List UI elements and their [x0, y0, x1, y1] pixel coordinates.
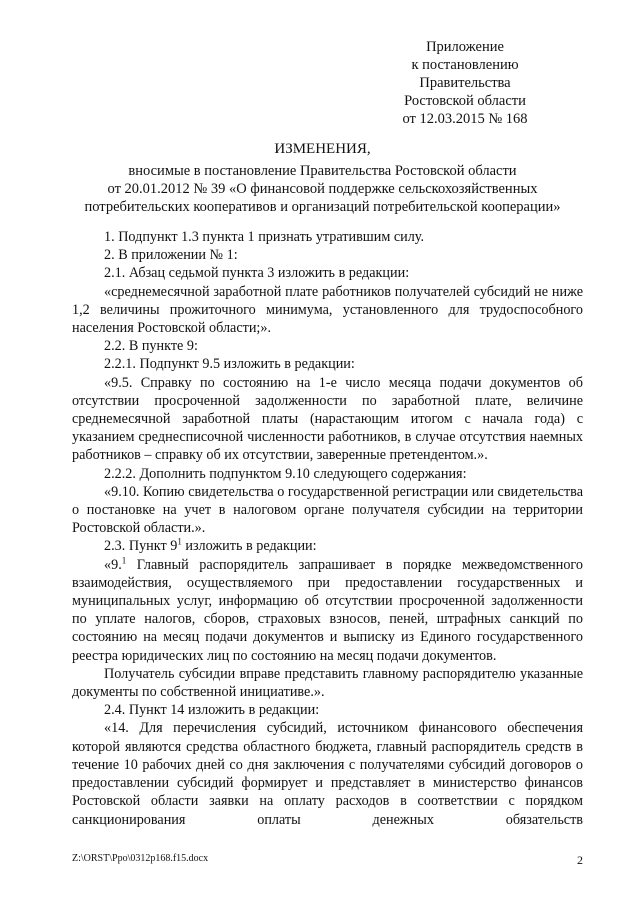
paragraph — [72, 556, 583, 665]
paragraph-text: «среднемесячной заработной плате работников получателей субсидий не ниже 1,2 величины прожиточного минимума, установленного для трудоспособного населения Ростовской области;». — [72, 283, 583, 337]
page-number: 2 — [577, 853, 583, 867]
paragraph — [72, 283, 583, 338]
paragraph-text: 2.4. Пункт 14 изложить в редакции: — [104, 702, 320, 719]
document-subtitle-line: вносимые в постановление Правительства Ростовской области — [128, 163, 517, 179]
superscript: 1 — [177, 536, 182, 547]
document-title: ИЗМЕНЕНИЯ, — [274, 141, 371, 157]
document-body — [72, 228, 583, 829]
file-path: Z:\ORST\Ppo\0312p168.f15.docx — [72, 853, 209, 864]
paragraph-text: 1. Подпункт 1.3 пункта 1 признать утратившим силу. — [104, 229, 425, 245]
paragraph — [72, 701, 583, 719]
document-heading — [60, 140, 585, 216]
paragraph-text: 2.1. Абзац седьмой пункта 3 изложить в редакции: — [104, 265, 410, 282]
paragraph — [72, 355, 583, 373]
paragraph — [72, 665, 583, 701]
approval-line: Приложение — [426, 39, 504, 55]
paragraph-text: 2.2.1. Подпункт 9.5 изложить в редакции: — [104, 356, 355, 373]
paragraph-text-tail: Главный распорядитель запрашивает в порядке межведомственного взаимодействия, осуществляемого при предоставлении государственных и муниципальных услуг, информацию об отсутствии просроченной задолженности по уплате налогов, сборов, страховых взносов, пеней, штрафных санкций по состоянию на месяц подачи документов и выписку из Единого государственного реестра юридических лиц по состоянию на месяц подачи документов. — [72, 556, 583, 664]
paragraph-text: «14. Для перечисления субсидий, источником финансового обеспечения которой являются средства областного бюджета, главный распорядитель средств в течение 10 рабочих дней со дня заключения с получателями субсидий договоров о предоставлении субсидий формирует и представляет в министерство финансов Ростовской области заявки на оплату расходов в соответствии с порядком санкционирования оплаты денежных обязательств — [72, 720, 583, 828]
paragraph — [72, 374, 583, 465]
approval-line: Правительства — [419, 75, 511, 91]
paragraph-text: Получатель субсидии вправе представить главному распорядителю указанные документы по собственной инициативе.». — [72, 665, 583, 701]
paragraph — [72, 719, 583, 828]
superscript: 1 — [121, 554, 127, 565]
approval-stamp — [365, 38, 565, 128]
paragraph — [72, 537, 583, 555]
document-subtitle-line: от 20.01.2012 № 39 «О финансовой поддержке сельскохозяйственных — [107, 181, 538, 197]
document-subtitle-line: потребительских кооперативов и организаций потребительской кооперации» — [84, 199, 561, 215]
approval-line: от 12.03.2015 № 168 — [402, 111, 528, 127]
paragraph — [72, 337, 583, 355]
approval-line: Ростовской области — [404, 93, 526, 109]
paragraph-text: «9. — [104, 556, 122, 573]
paragraph — [72, 228, 583, 246]
paragraph — [72, 264, 583, 282]
paragraph — [72, 465, 583, 483]
paragraph-text: «9.5. Справку по состоянию на 1-е число месяца подачи документов об отсутствии просроченной задолженности по заработной плате, величине среднемесячной заработной платы (нарастающим итогом с начала года) с указанием среднесписочной численности работников, в случае отсутствия наемных работников – справку об их отсутствии, заверенные претендентом.». — [72, 374, 583, 464]
paragraph — [72, 246, 583, 264]
paragraph-text: 2.2. В пункте 9: — [104, 338, 198, 355]
paragraph-text: 2. В приложении № 1: — [104, 247, 238, 264]
paragraph-text: 2.2.2. Дополнить подпунктом 9.10 следующего содержания: — [104, 465, 467, 482]
paragraph-text: «9.10. Копию свидетельства о государственной регистрации или свидетельства о постановке на учет в налоговом органе получателя субсидии на территории Ростовской области.». — [72, 483, 583, 537]
paragraph-text: 2.3. Пункт 9 — [104, 538, 178, 555]
paragraph — [72, 483, 583, 538]
paragraph-text-tail: изложить в редакции: — [181, 538, 317, 555]
approval-line: к постановлению — [411, 57, 519, 73]
